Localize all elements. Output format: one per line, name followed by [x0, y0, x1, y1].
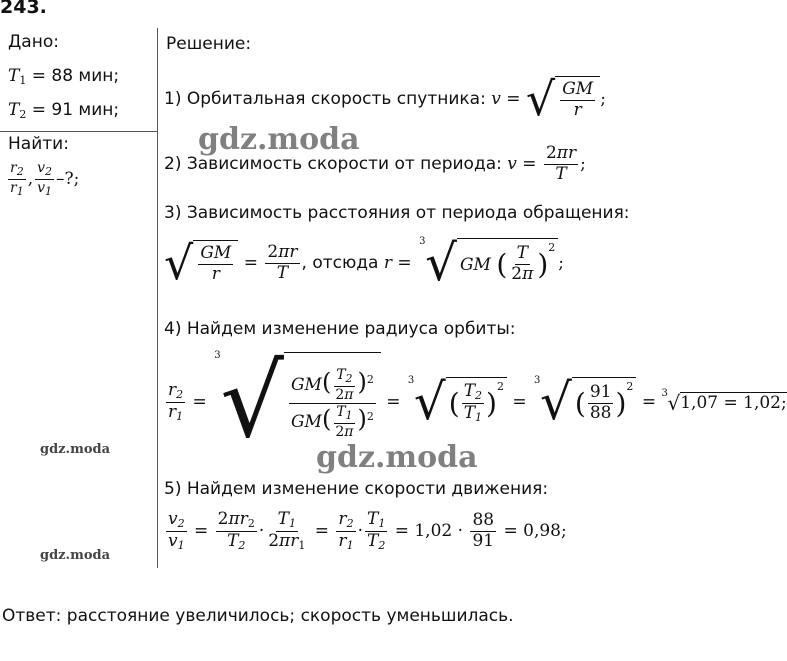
vertical-divider [157, 28, 158, 568]
watermark-large-2: gdz.moda [316, 440, 478, 475]
find-label: Найти: [8, 134, 69, 154]
solution-label: Решение: [166, 34, 252, 54]
watermark-small-2: gdz.moda [40, 548, 111, 563]
watermark-small-1: gdz.moda [40, 442, 111, 457]
given-t2: $T_2 = 91$ мин; [8, 100, 120, 121]
step3: 3) Зависимость расстояния от периода обращения: [164, 203, 630, 223]
given-divider [0, 131, 157, 132]
problem-number: 243. [0, 0, 47, 18]
step4-formula: $\frac{r_2}{r_1}$ = 3 √ GM( $\frac{T_2}{2\pi}$ )$^2$ GM( $\frac{T_1}{2\pi}$ )$^2$ = 3 √ ( $\frac{T_2}{T_1}$ ) $^2$ = 3 √ ( $\frac{91}{88}$ ) $^2$ = 3 √ 1,07 = 1,02; [168, 343, 787, 460]
given-label: Дано: [8, 32, 59, 52]
step2: 2) Зависимость скорости от периода: v = $\frac{2\pi r}{T}$ ; [164, 143, 586, 184]
answer: Ответ: расстояние увеличилось; скорость уменьшилась. [2, 606, 514, 626]
step4: 4) Найдем изменение радиуса орбиты: [164, 319, 516, 339]
step3-formula: √ $\frac{GM}{r}$ = $\frac{2\pi r}{T}$ , отсюда r = 3 √ GM ( $\frac{T}{2\pi}$ ) $^2$ ; [164, 234, 564, 292]
find-expr: $\frac{r_2}{r_1}$ , $\frac{v_2}{v_1}$ –?; [10, 160, 80, 198]
given-t1: $T_1 = 88$ мин; [8, 66, 120, 87]
step1: 1) Орбитальная скорость спутника: v = √ $\frac{GM}{r}$ ; [164, 72, 606, 126]
watermark-large-1: gdz.moda [198, 122, 360, 157]
step5: 5) Найдем изменение скорости движения: [164, 479, 549, 499]
step5-formula: $\frac{v_2}{v_1}$ = $\frac{2\pi r_2}{T_2}$ · $\frac{T_1}{2\pi r_1}$ = $\frac{r_2}{r_1}$ · $\frac{T_1}{T_2}$ = 1,02 · $\frac{88}{91}$ = 0,98; [168, 509, 567, 552]
sqrt: √ $\frac{GM}{r}$ [526, 76, 600, 122]
